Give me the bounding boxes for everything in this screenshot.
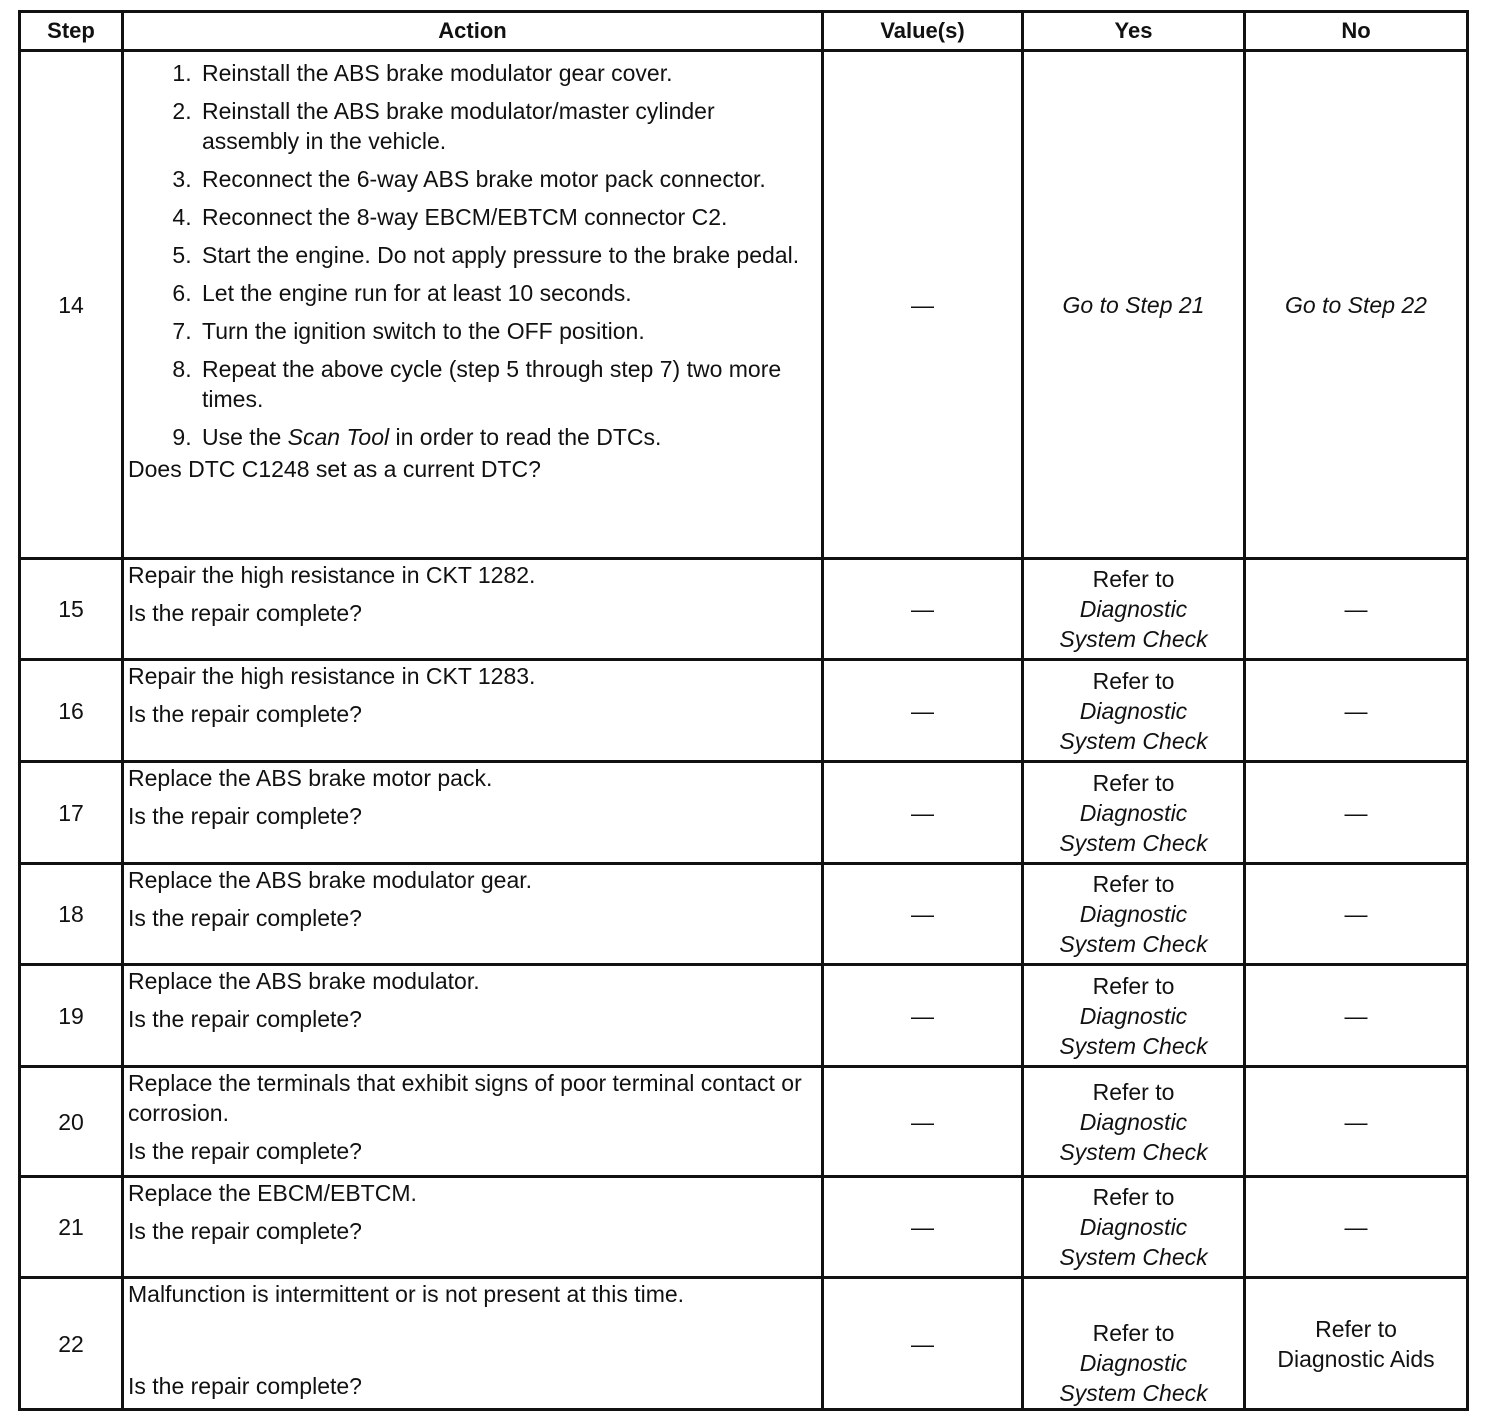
yes-cell: Go to Step 21 xyxy=(1023,51,1245,559)
question-text: Is the repair complete? xyxy=(128,701,362,727)
action-text: Repair the high resistance in CKT 1282. xyxy=(128,562,536,588)
action-cell xyxy=(123,762,823,864)
header-no: No xyxy=(1245,12,1468,51)
yes-cell: Refer to Diagnostic System Check xyxy=(1023,660,1245,762)
table-row-step-14 xyxy=(20,51,1468,559)
list-item: 9. Use the Scan Tool in order to read the DTCs. xyxy=(198,422,817,452)
no-cell: — xyxy=(1245,762,1468,864)
diagnostic-table xyxy=(18,10,1469,1411)
table-row-step-18 xyxy=(20,864,1468,965)
action-cell xyxy=(123,1177,823,1278)
yes-cell: Refer to Diagnostic System Check xyxy=(1023,864,1245,965)
yes-cell: Refer to Diagnostic System Check xyxy=(1023,1278,1245,1410)
list-item: 2. Reinstall the ABS brake modulator/master cylinder assembly in the vehicle. xyxy=(198,96,817,156)
yes-cell: Refer to Diagnostic System Check xyxy=(1023,1177,1245,1278)
no-cell: Refer to Diagnostic Aids xyxy=(1245,1278,1468,1410)
question-text: Is the repair complete? xyxy=(128,1218,362,1244)
action-text: Replace the terminals that exhibit signs of poor terminal contact or corrosion. xyxy=(128,1070,802,1126)
action-text: Repair the high resistance in CKT 1283. xyxy=(128,663,536,689)
table-row-step-16 xyxy=(20,660,1468,762)
yes-cell: Refer to Diagnostic System Check xyxy=(1023,762,1245,864)
scan-tool-term: Scan Tool xyxy=(287,424,390,450)
action-cell xyxy=(123,864,823,965)
value-cell: — xyxy=(823,1278,1023,1410)
action-text: Replace the ABS brake motor pack. xyxy=(128,765,493,791)
value-cell: — xyxy=(823,1177,1023,1278)
no-cell: — xyxy=(1245,1177,1468,1278)
question-text: Is the repair complete? xyxy=(128,1006,362,1032)
list-item: 6. Let the engine run for at least 10 seconds. xyxy=(198,278,817,308)
yes-cell: Refer to Diagnostic System Check xyxy=(1023,559,1245,660)
list-item: 3. Reconnect the 6-way ABS brake motor pack connector. xyxy=(198,164,817,194)
action-text: Replace the EBCM/EBTCM. xyxy=(128,1180,417,1206)
action-text: Malfunction is intermittent or is not present at this time. xyxy=(128,1281,685,1307)
value-cell: — xyxy=(823,762,1023,864)
list-item: 8. Repeat the above cycle (step 5 through step 7) two more times. xyxy=(198,354,817,414)
question-text: Is the repair complete? xyxy=(128,1373,362,1399)
header-yes: Yes xyxy=(1023,12,1245,51)
no-cell: — xyxy=(1245,864,1468,965)
no-cell: — xyxy=(1245,660,1468,762)
table-row-step-15 xyxy=(20,559,1468,660)
step-number: 22 xyxy=(20,1278,123,1410)
action-text: Replace the ABS brake modulator gear. xyxy=(128,867,533,893)
no-cell: — xyxy=(1245,1067,1468,1177)
step-number: 20 xyxy=(20,1067,123,1177)
no-cell: — xyxy=(1245,559,1468,660)
value-cell: — xyxy=(823,559,1023,660)
yes-cell: Refer to Diagnostic System Check xyxy=(1023,1067,1245,1177)
step-number: 17 xyxy=(20,762,123,864)
action-cell xyxy=(123,51,823,559)
action-cell xyxy=(123,559,823,660)
list-item: 4. Reconnect the 8-way EBCM/EBTCM connector C2. xyxy=(198,202,817,232)
value-cell: — xyxy=(823,965,1023,1067)
step-number: 16 xyxy=(20,660,123,762)
question-text: Is the repair complete? xyxy=(128,1138,362,1164)
no-cell: Go to Step 22 xyxy=(1245,51,1468,559)
value-cell: — xyxy=(823,51,1023,559)
question-text: Is the repair complete? xyxy=(128,600,362,626)
yes-cell: Refer to Diagnostic System Check xyxy=(1023,965,1245,1067)
step-number: 18 xyxy=(20,864,123,965)
action-step-list xyxy=(128,58,817,452)
header-values: Value(s) xyxy=(823,12,1023,51)
table-row-step-17 xyxy=(20,762,1468,864)
list-item: 1. Reinstall the ABS brake modulator gear cover. xyxy=(198,58,817,88)
question-text: Is the repair complete? xyxy=(128,905,362,931)
table-row-step-20 xyxy=(20,1067,1468,1177)
action-cell xyxy=(123,965,823,1067)
value-cell: — xyxy=(823,864,1023,965)
header-action: Action xyxy=(123,12,823,51)
step-number: 21 xyxy=(20,1177,123,1278)
table-row-step-19 xyxy=(20,965,1468,1067)
table-row-step-22 xyxy=(20,1278,1468,1410)
action-text: Replace the ABS brake modulator. xyxy=(128,968,480,994)
header-row xyxy=(20,12,1468,51)
action-cell xyxy=(123,660,823,762)
no-cell: — xyxy=(1245,965,1468,1067)
step-number: 14 xyxy=(20,51,123,559)
step-number: 19 xyxy=(20,965,123,1067)
value-cell: — xyxy=(823,1067,1023,1177)
question-text: Is the repair complete? xyxy=(128,803,362,829)
table-row-step-21 xyxy=(20,1177,1468,1278)
list-item: 7. Turn the ignition switch to the OFF position. xyxy=(198,316,817,346)
value-cell: — xyxy=(823,660,1023,762)
step-number: 15 xyxy=(20,559,123,660)
action-cell xyxy=(123,1067,823,1177)
question-text: Does DTC C1248 set as a current DTC? xyxy=(128,456,541,482)
list-item: 5. Start the engine. Do not apply pressure to the brake pedal. xyxy=(198,240,817,270)
action-cell xyxy=(123,1278,823,1410)
header-step: Step xyxy=(20,12,123,51)
